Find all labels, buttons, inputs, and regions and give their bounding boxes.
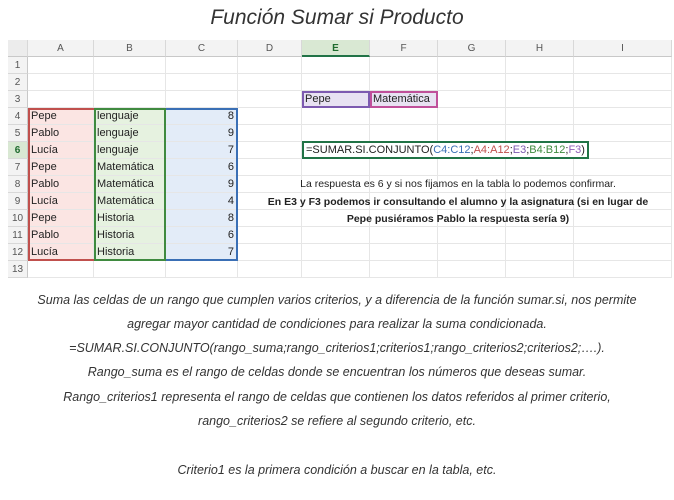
- cell-i[interactable]: [574, 57, 672, 74]
- row-header[interactable]: 5: [8, 125, 28, 142]
- row-header[interactable]: 8: [8, 176, 28, 193]
- cell-b[interactable]: lenguaje: [94, 125, 166, 142]
- cell-b[interactable]: [94, 91, 166, 108]
- cell-e3-criteria[interactable]: Pepe: [302, 91, 370, 108]
- cell-f[interactable]: [370, 108, 438, 125]
- cell-g[interactable]: [438, 125, 506, 142]
- table-row: [8, 125, 672, 142]
- table-row: [8, 261, 672, 278]
- cell-a[interactable]: Lucía: [28, 244, 94, 261]
- cell-c[interactable]: 6: [166, 159, 238, 176]
- cell-b[interactable]: Matemática: [94, 159, 166, 176]
- cell-b[interactable]: Historia: [94, 210, 166, 227]
- cell-d[interactable]: [238, 142, 302, 159]
- column-header-h[interactable]: H: [506, 40, 574, 57]
- cell-c[interactable]: 4: [166, 193, 238, 210]
- cell-i[interactable]: [574, 108, 672, 125]
- formula-sep: ;: [470, 144, 474, 156]
- description-line-2: agregar mayor cantidad de condiciones para realizar la suma condicionada.: [127, 317, 547, 331]
- cell-g[interactable]: [438, 159, 506, 176]
- cell-c[interactable]: 9: [166, 125, 238, 142]
- cell-d[interactable]: [238, 227, 302, 244]
- cell-g[interactable]: [438, 108, 506, 125]
- cell-d[interactable]: [238, 261, 302, 278]
- cell-d[interactable]: [238, 74, 302, 91]
- cell-a[interactable]: Pepe: [28, 159, 94, 176]
- formula-arg-criteria-range2: B4:B12: [529, 144, 566, 156]
- cell-h[interactable]: [506, 261, 574, 278]
- row-header[interactable]: 6: [8, 142, 28, 159]
- row-header[interactable]: 2: [8, 74, 28, 91]
- cell-i[interactable]: [574, 244, 672, 261]
- table-row: [8, 244, 672, 261]
- cell-f[interactable]: [370, 159, 438, 176]
- table-row: [8, 159, 672, 176]
- formula-sep: ;: [526, 144, 530, 156]
- cell-h[interactable]: [506, 108, 574, 125]
- spreadsheet: [8, 40, 668, 280]
- description-syntax: =SUMAR.SI.CONJUNTO(rango_suma;rango_criterios1;criterios1;rango_criterios2;criterios2;….).: [69, 341, 605, 355]
- cell-b[interactable]: [94, 57, 166, 74]
- formula-sep: ;: [509, 144, 513, 156]
- cell-c[interactable]: [166, 74, 238, 91]
- select-all-corner[interactable]: [8, 40, 28, 57]
- row-header[interactable]: 11: [8, 227, 28, 244]
- table-row: [8, 74, 672, 91]
- cell-h[interactable]: [506, 125, 574, 142]
- cell-e[interactable]: [302, 108, 370, 125]
- cell-f3-criteria[interactable]: Matemática: [370, 91, 438, 108]
- table-row: [8, 108, 672, 125]
- cell-e[interactable]: [302, 227, 370, 244]
- row-header[interactable]: 4: [8, 108, 28, 125]
- description-line-5: Rango_criterios1 representa el rango de celdas que contienen los datos referidos al primer criterio,: [63, 390, 611, 404]
- grid-rows: [8, 57, 672, 278]
- cell-f[interactable]: [370, 74, 438, 91]
- cell-i[interactable]: [574, 261, 672, 278]
- cell-a[interactable]: Pablo: [28, 125, 94, 142]
- row-header[interactable]: 7: [8, 159, 28, 176]
- cell-h[interactable]: [506, 244, 574, 261]
- formula-suffix: ): [581, 144, 585, 156]
- cell-g[interactable]: [438, 57, 506, 74]
- column-header-e[interactable]: E: [302, 40, 370, 57]
- cell-c[interactable]: [166, 57, 238, 74]
- cell-e[interactable]: [302, 261, 370, 278]
- cell-d[interactable]: [238, 159, 302, 176]
- formula-prefix: =SUMAR.SI.CONJUNTO(: [306, 144, 434, 156]
- cell-f[interactable]: [370, 244, 438, 261]
- cell-i[interactable]: [574, 159, 672, 176]
- cell-h[interactable]: [506, 74, 574, 91]
- cell-i[interactable]: [574, 227, 672, 244]
- cell-c[interactable]: 9: [166, 176, 238, 193]
- cell-c[interactable]: [166, 261, 238, 278]
- cell-e[interactable]: [302, 244, 370, 261]
- cell-a[interactable]: [28, 261, 94, 278]
- cell-i[interactable]: [574, 125, 672, 142]
- cell-g[interactable]: [438, 244, 506, 261]
- cell-b[interactable]: lenguaje: [94, 108, 166, 125]
- cell-d[interactable]: [238, 57, 302, 74]
- description-line-1: Suma las celdas de un rango que cumplen varios criterios, y a diferencia de la función sumar.si, nos permite: [37, 293, 637, 307]
- formula-arg-criteria1: E3: [512, 144, 527, 156]
- cell-b[interactable]: Historia: [94, 244, 166, 261]
- note-explanation-2: Pepe pusiéramos Pablo la respuesta sería 9): [346, 213, 570, 225]
- cell-f[interactable]: [370, 261, 438, 278]
- column-headers: [8, 40, 672, 57]
- formula-arg-sum-range: C4:C12: [433, 144, 471, 156]
- cell-b[interactable]: [94, 74, 166, 91]
- cell-h[interactable]: [506, 227, 574, 244]
- cell-e[interactable]: [302, 125, 370, 142]
- cell-a[interactable]: Pablo: [28, 176, 94, 193]
- cell-h[interactable]: [506, 159, 574, 176]
- cell-a[interactable]: [28, 91, 94, 108]
- column-header-c[interactable]: C: [166, 40, 238, 57]
- cell-b[interactable]: lenguaje: [94, 142, 166, 159]
- cell-f[interactable]: [370, 227, 438, 244]
- cell-h[interactable]: [506, 91, 574, 108]
- row-header[interactable]: 13: [8, 261, 28, 278]
- cell-h[interactable]: [506, 57, 574, 74]
- cell-b[interactable]: [94, 261, 166, 278]
- cell-f[interactable]: [370, 57, 438, 74]
- cell-c[interactable]: 8: [166, 210, 238, 227]
- cell-d[interactable]: [238, 125, 302, 142]
- cell-a[interactable]: Lucía: [28, 193, 94, 210]
- cell-d[interactable]: [238, 108, 302, 125]
- cell-g[interactable]: [438, 91, 506, 108]
- table-row: [8, 227, 672, 244]
- cell-e[interactable]: [302, 159, 370, 176]
- column-header-f[interactable]: F: [370, 40, 438, 57]
- cell-a[interactable]: [28, 57, 94, 74]
- formula-arg-criteria2: F3: [568, 144, 582, 156]
- cell-a[interactable]: Lucía: [28, 142, 94, 159]
- note-answer: La respuesta es 6 y si nos fijamos en la tabla lo podemos confirmar.: [300, 178, 616, 190]
- description-line-4: Rango_suma es el rango de celdas donde se encuentran los números que deseas sumar.: [87, 365, 587, 379]
- cell-b[interactable]: Matemática: [94, 193, 166, 210]
- cell-g[interactable]: [438, 261, 506, 278]
- description-line-7: Criterio1 es la primera condición a buscar en la tabla, etc.: [177, 463, 497, 477]
- cell-a[interactable]: Pablo: [28, 227, 94, 244]
- cell-a[interactable]: Pepe: [28, 108, 94, 125]
- cell-c[interactable]: 7: [166, 244, 238, 261]
- formula-arg-criteria-range1: A4:A12: [473, 144, 510, 156]
- formula-cell-e6[interactable]: [302, 141, 589, 159]
- table-row: [8, 57, 672, 74]
- cell-e[interactable]: [302, 74, 370, 91]
- cell-b[interactable]: Matemática: [94, 176, 166, 193]
- cell-c[interactable]: [166, 91, 238, 108]
- page-title: Función Sumar si Producto: [210, 6, 464, 29]
- cell-a[interactable]: [28, 74, 94, 91]
- column-header-b[interactable]: B: [94, 40, 166, 57]
- cell-i[interactable]: [574, 74, 672, 91]
- column-header-i[interactable]: I: [574, 40, 672, 57]
- column-header-d[interactable]: D: [238, 40, 302, 57]
- cell-a[interactable]: Pepe: [28, 210, 94, 227]
- cell-g[interactable]: [438, 74, 506, 91]
- row-header[interactable]: 10: [8, 210, 28, 227]
- cell-b[interactable]: Historia: [94, 227, 166, 244]
- description-line-6: rango_criterios2 se refiere al segundo criterio, etc.: [198, 414, 476, 428]
- cell-c[interactable]: 7: [166, 142, 238, 159]
- table-row: [8, 91, 672, 108]
- row-header[interactable]: 3: [8, 91, 28, 108]
- column-header-g[interactable]: G: [438, 40, 506, 57]
- cell-c[interactable]: 6: [166, 227, 238, 244]
- row-header[interactable]: 9: [8, 193, 28, 210]
- cell-c[interactable]: 8: [166, 108, 238, 125]
- cell-d[interactable]: [238, 244, 302, 261]
- note-explanation-1: En E3 y F3 podemos ir consultando el alumno y la asignatura (si en lugar de: [267, 196, 649, 208]
- column-header-a[interactable]: A: [28, 40, 94, 57]
- cell-i[interactable]: [574, 91, 672, 108]
- cell-f[interactable]: [370, 125, 438, 142]
- cell-g[interactable]: [438, 227, 506, 244]
- row-header[interactable]: 12: [8, 244, 28, 261]
- cell-e[interactable]: [302, 57, 370, 74]
- row-header[interactable]: 1: [8, 57, 28, 74]
- formula-sep: ;: [565, 144, 569, 156]
- cell-d[interactable]: [238, 91, 302, 108]
